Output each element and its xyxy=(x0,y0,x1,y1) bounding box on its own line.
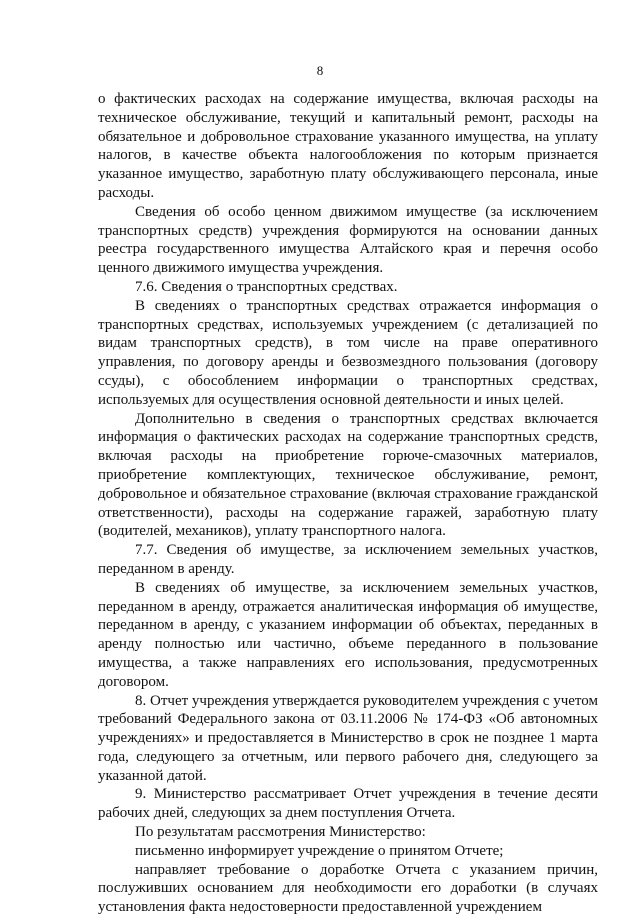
paragraph: 9. Министерство рассматривает Отчет учреждения в течение десяти рабочих дней, следующих за днем поступления Отчета. xyxy=(98,786,598,822)
paragraph: направляет требование о доработке Отчета с указанием причин, послуживших основанием для необходимости его доработки (в случаях установления факта недостоверности предоставленной учреждением xyxy=(98,861,598,916)
paragraph: 8. Отчет учреждения утверждается руководителем учреждения с учетом требований Федерального закона от 03.11.2006 № 174-ФЗ «Об автономных учреждениях» и предоставляется в Министерство в срок не позднее 1 марта года, следующего за отчетным, или первого рабочего дня, следующего за указанной датой. xyxy=(98,692,598,784)
paragraph: Дополнительно в сведения о транспортных средствах включается информация о фактических расходах на содержание транспортных средств, включая расходы на приобретение горюче-смазочных материалов, приобретение комплектующих, техническое обслуживание, ремонт, добровольное и обязательное страхование (включая страхование гражданской ответственности), расходы на содержание гаражей, заработную плату (водителей, механиков), уплату транспортного налога. xyxy=(98,410,598,540)
paragraph: письменно информирует учреждение о принятом Отчете; xyxy=(135,842,504,859)
paragraph: Сведения об особо ценном движимом имуществе (за исключением транспортных средств) учреждения формируются на основании данных реестра государственного имущества Алтайского края и перечня особо ценного движимого имущества учреждения. xyxy=(98,203,598,277)
page-number: 8 xyxy=(316,63,324,78)
paragraph: 7.6. Сведения о транспортных средствах. xyxy=(135,278,398,295)
paragraph: В сведениях о транспортных средствах отражается информация о транспортных средствах, используемых учреждением (с детализацией по видам транспортных средств), в том числе на праве оперативного управления, по договору аренды и безвозмездного пользования (договору ссуды), с обособлением информации о транспортных средствах, используемых для осуществления основной деятельности и иных целей. xyxy=(98,297,598,408)
paragraph: В сведениях об имуществе, за исключением земельных участков, переданном в аренду, отражается аналитическая информация об имуществе, переданном в аренду, с указанием информации об объектах, переданных в аренду полностью или частично, объеме переданного в пользование имущества, а также направлениях его использования, предусмотренных договором. xyxy=(98,579,598,690)
paragraph: По результатам рассмотрения Министерство: xyxy=(135,824,426,841)
paragraph: 7.7. Сведения об имуществе, за исключением земельных участков, переданном в аренду. xyxy=(98,542,598,577)
paragraph: о фактических расходах на содержание имущества, включая расходы на техническое обслуживание, текущий и капитальный ремонт, расходы на обязательное и добровольное страхование указанного имущества, на уплату налогов, в качестве объекта налогообложения по которым признается указанное имущество, заработную плату обслуживающего персонала, иные расходы. xyxy=(98,91,598,201)
document-body xyxy=(98,90,598,917)
